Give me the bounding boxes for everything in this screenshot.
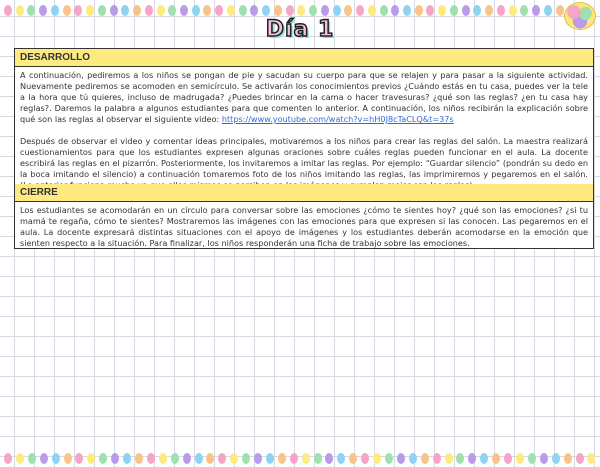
decorative-dot — [325, 453, 333, 464]
decorative-dot — [286, 5, 294, 16]
page-title: Día 1 — [265, 17, 335, 42]
decorative-dot — [409, 453, 417, 464]
decorative-dot — [250, 5, 258, 16]
section-body — [15, 202, 593, 252]
decorative-dot — [206, 453, 214, 464]
decorative-dot — [4, 453, 12, 464]
paragraph-text: A continuación, pediremos a los niños se pongan de pie y sacudan su cuerpo para que se relajen y para pasar a la siguiente actividad. Nuevamente pediremos se acomoden en semicírculo. Se activarán los conocimientos previos ¿Cuándo estás en tu casa, puedes ver la tele a la hora que tú quieres, incluso de madrugada? ¿Puedes brincar en la cama o hacer travesuras? ¿qué son las reglas? ¿en tu casa hay reglas?. Daremos la palabra a algunos estudiantes para que comenten lo anterior. A continuación, los niños recibirán la explicación sobre qué son las reglas al observar el siguiente video: — [20, 70, 588, 124]
decorative-dot — [516, 453, 524, 464]
decorative-dot — [192, 5, 200, 16]
decorative-dot — [540, 453, 548, 464]
decorative-dot — [397, 453, 405, 464]
decorative-dot — [39, 5, 47, 16]
decorative-dot — [147, 453, 155, 464]
decorative-dot — [380, 5, 388, 16]
decorative-dot — [16, 453, 24, 464]
decorative-dot — [421, 453, 429, 464]
section-body — [15, 67, 593, 194]
decorative-dot — [456, 453, 464, 464]
section-desarrollo — [14, 48, 594, 186]
decorative-dot — [368, 5, 376, 16]
decorative-dot — [297, 5, 305, 16]
decorative-dot — [544, 5, 552, 16]
decorative-dot — [309, 5, 317, 16]
decorative-dot — [40, 453, 48, 464]
video-link[interactable]: https://www.youtube.com/watch?v=hH0J8cTaCLQ&t=37s — [221, 114, 454, 124]
decorative-dot — [218, 453, 226, 464]
decorative-dot — [195, 453, 203, 464]
decorative-dot — [361, 453, 369, 464]
decorative-dot — [587, 453, 595, 464]
decorative-dot — [438, 5, 446, 16]
decorative-dot — [576, 453, 584, 464]
decorative-dot — [262, 5, 270, 16]
decorative-dot — [385, 453, 393, 464]
decorative-dot — [145, 5, 153, 16]
decorative-dot — [290, 453, 298, 464]
decorative-dot — [492, 453, 500, 464]
decorative-dot — [64, 453, 72, 464]
decorative-dot — [473, 5, 481, 16]
decorative-dot — [274, 5, 282, 16]
decorative-dot — [215, 5, 223, 16]
bottom-dot-border — [4, 452, 596, 464]
decorative-dot — [254, 453, 262, 464]
decorative-dot — [528, 453, 536, 464]
decorative-dot — [278, 453, 286, 464]
decorative-dot — [433, 453, 441, 464]
decorative-dot — [391, 5, 399, 16]
decorative-dot — [159, 453, 167, 464]
decorative-dot — [302, 453, 310, 464]
decorative-dot — [16, 5, 24, 16]
decorative-dot — [63, 5, 71, 16]
decorative-dot — [468, 453, 476, 464]
decorative-dot — [157, 5, 165, 16]
decorative-dot — [52, 453, 60, 464]
paragraph: Los estudiantes se acomodarán en un círculo para conversar sobre las emociones ¿cómo te sientes hoy? ¿qué son las emociones? ¿si tu mamá te regaña, cómo te sientes? Mostraremos las imágenes con las emociones para que expresen si las conocen. Las pegaremos en el aula. La docente expresará distintas situaciones con el apoyo de imágenes y los estudiantes deberán acomodarse en la emoción que sienten respecto a la situación. Para finalizar, los niños responderán una ficha de trabajo sobre las emociones. — [20, 205, 588, 248]
decorative-dot — [86, 5, 94, 16]
decorative-dot — [242, 453, 250, 464]
decorative-dot — [203, 5, 211, 16]
decorative-dot — [135, 453, 143, 464]
decorative-dot — [4, 5, 12, 16]
decorative-dot — [450, 5, 458, 16]
decorative-dot — [480, 453, 488, 464]
decorative-dot — [266, 453, 274, 464]
decorative-dot — [230, 453, 238, 464]
decorative-dot — [337, 453, 345, 464]
decorative-dot — [356, 5, 364, 16]
decorative-dot — [556, 5, 564, 16]
decorative-dot — [171, 453, 179, 464]
decorative-dot — [564, 453, 572, 464]
decorative-dot — [180, 5, 188, 16]
decorative-dot — [532, 5, 540, 16]
decorative-dot — [98, 5, 106, 16]
decorative-dot — [51, 5, 59, 16]
decorative-dot — [509, 5, 517, 16]
decorative-dot — [552, 453, 560, 464]
decorative-dot — [74, 5, 82, 16]
decorative-dot — [504, 453, 512, 464]
decorative-dot — [445, 453, 453, 464]
decorative-dot — [121, 5, 129, 16]
decorative-dot — [227, 5, 235, 16]
decorative-dot — [168, 5, 176, 16]
top-dot-border — [4, 4, 564, 16]
decorative-dot — [520, 5, 528, 16]
section-heading: CIERRE — [15, 184, 593, 202]
decorative-dot — [111, 453, 119, 464]
decorative-dot — [27, 5, 35, 16]
section-heading: DESARROLLO — [15, 49, 593, 67]
decorative-dot — [239, 5, 247, 16]
decorative-dot — [426, 5, 434, 16]
decorative-dot — [497, 5, 505, 16]
decorative-dot — [415, 5, 423, 16]
paragraph: Después de observar el video y comentar ideas principales, motivaremos a los niños para crear las reglas del salón. La maestra realizará cuestionamientos para que los estudiantes expresen algunas oraciones sobre cuáles reglas pueden funcionar en el aula. La docente escribirá las reglas en el pizarrón. Posteriormente, los invitaremos a imitar las reglas. Por ejemplo: “Guardar silencio” (pondrán su dedo en la boca imitando el silencio) a continuación tomaremos foto de los niños imitando las reglas, las imprimiremos y pegaremos en el salón. — [20, 136, 588, 179]
decorative-dot — [485, 5, 493, 16]
decorative-dot — [75, 453, 83, 464]
decorative-dot — [99, 453, 107, 464]
decorative-dot — [314, 453, 322, 464]
decorative-dot — [183, 453, 191, 464]
decorative-dot — [28, 453, 36, 464]
decorative-dot — [110, 5, 118, 16]
decorative-dot — [333, 5, 341, 16]
decorative-dot — [349, 453, 357, 464]
paragraph — [20, 70, 588, 125]
decorative-dot — [87, 453, 95, 464]
decorative-dot — [133, 5, 141, 16]
decorative-dot — [123, 453, 131, 464]
decorative-dot — [373, 453, 381, 464]
decorative-dot — [344, 5, 352, 16]
section-cierre — [14, 184, 594, 249]
decorative-dot — [321, 5, 329, 16]
decorative-dot — [462, 5, 470, 16]
decorative-dot — [403, 5, 411, 16]
